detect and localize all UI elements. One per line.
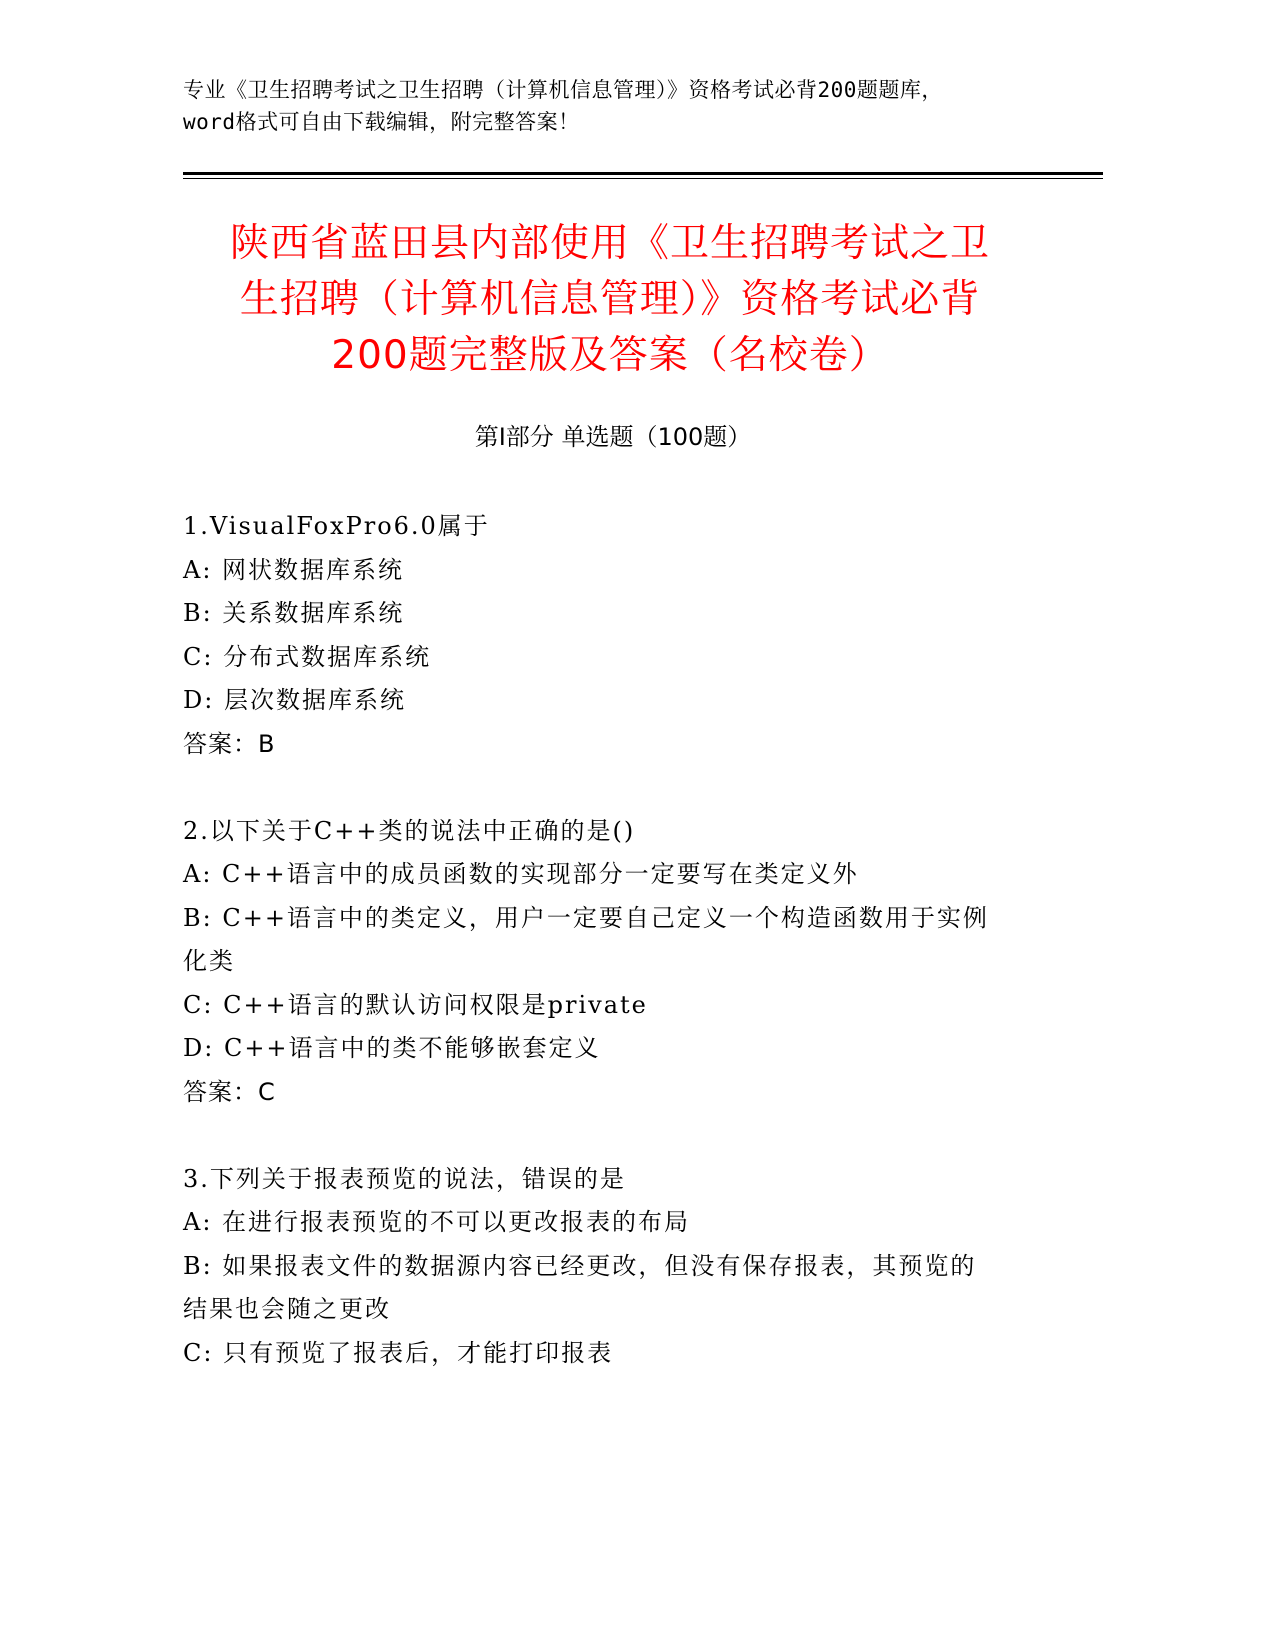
question-3-stem: 3.下列关于报表预览的说法，错误的是 [183, 1164, 626, 1193]
question-1-option-a: A: 网状数据库系统 [183, 555, 405, 584]
question-1-option-b: B: 关系数据库系统 [183, 599, 405, 627]
question-2-answer: 答案：C [183, 1077, 276, 1106]
question-1-option-d: D: 层次数据库系统 [183, 686, 406, 714]
header-note-line-1: 专业《卫生招聘考试之卫生招聘（计算机信息管理）》资格考试必背200题题库， [183, 78, 943, 102]
question-1-option-c: C: 分布式数据库系统 [183, 642, 432, 671]
question-2-option-d: D: C++语言中的类不能够嵌套定义 [183, 1034, 601, 1062]
question-spacer [183, 766, 1043, 810]
section-heading: 第Ⅰ部分 单选题（100题） [474, 423, 752, 451]
question-2-option-c: C: C++语言的默认访问权限是private [183, 990, 648, 1019]
question-2-option-b-continued: 化类 [183, 947, 235, 975]
question-1-stem: 1.VisualFoxPro6.0属于 [183, 512, 490, 540]
question-1 [183, 505, 1043, 766]
document-title-line-2: 生招聘（计算机信息管理）》资格考试必背 [239, 277, 981, 322]
question-1-answer: 答案：B [183, 729, 276, 758]
header-rule-thick [183, 172, 1103, 175]
question-list [183, 505, 1043, 1375]
question-3-option-b: B: 如果报表文件的数据源内容已经更改，但没有保存报表，其预览的 [183, 1251, 977, 1280]
question-3-option-c: C: 只有预览了报表后，才能打印报表 [183, 1338, 614, 1367]
question-3-option-b-continued: 结果也会随之更改 [183, 1295, 391, 1323]
question-3 [183, 1158, 1043, 1376]
document-title-line-3: 200题完整版及答案（名校卷） [331, 333, 889, 378]
question-2-stem: 2.以下关于C++类的说法中正确的是() [183, 816, 636, 845]
header-note [183, 74, 1083, 138]
question-2-option-a: A: C++语言中的成员函数的实现部分一定要写在类定义外 [183, 860, 859, 888]
header-rule-thin [183, 178, 1103, 179]
question-3-option-a: A: 在进行报表预览的不可以更改报表的布局 [183, 1208, 691, 1236]
header-note-line-2: word格式可自由下载编辑，附完整答案！ [183, 110, 580, 134]
document-title-line-1: 陕西省蓝田县内部使用《卫生招聘考试之卫 [229, 221, 990, 266]
document-title [170, 216, 1050, 384]
question-spacer [183, 1114, 1043, 1158]
question-2 [183, 810, 1043, 1115]
question-2-option-b: B: C++语言中的类定义，用户一定要自己定义一个构造函数用于实例 [183, 903, 989, 932]
